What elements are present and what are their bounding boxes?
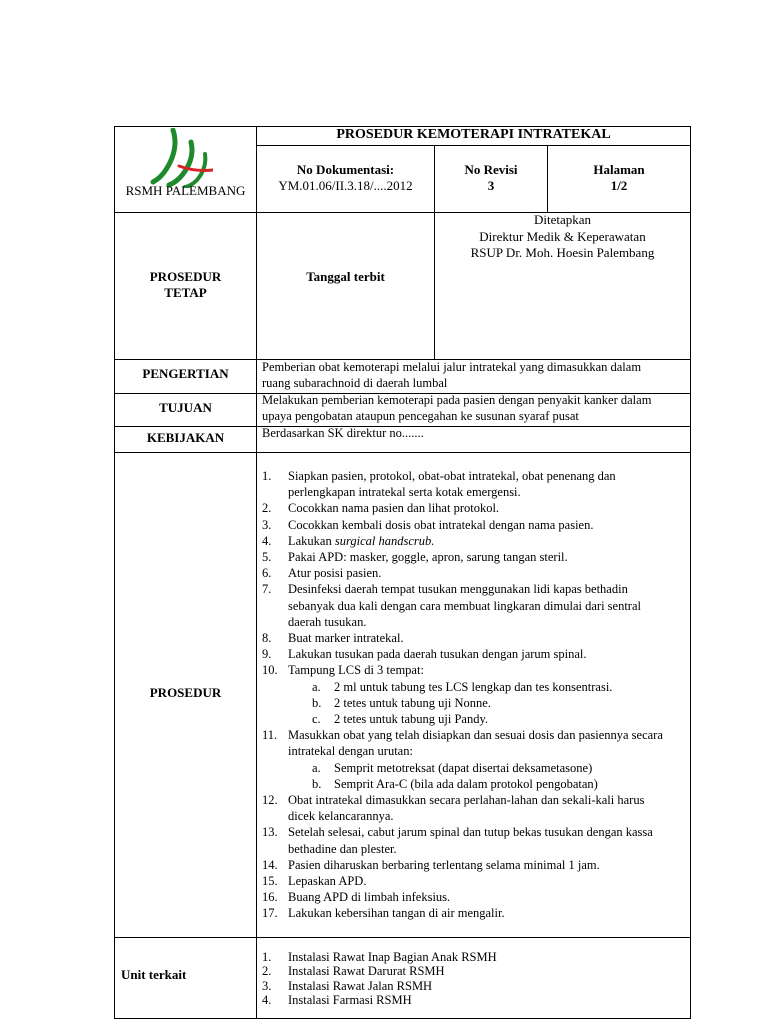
list-item: 4. Instalasi Farmasi RSMH	[262, 992, 412, 1007]
org-name: RSMH PALEMBANG	[125, 183, 246, 198]
approval-line2: Direktur Medik & Keperawatan	[479, 228, 646, 244]
section-label-line2: TETAP	[164, 285, 207, 300]
list-item: 3. Instalasi Rawat Jalan RSMH	[262, 978, 433, 993]
tujuan-label: TUJUAN	[159, 400, 212, 415]
list-subitem: b. 2 tetes untuk tabung uji Nonne.	[312, 695, 491, 710]
prosedur-label: PROSEDUR	[149, 685, 222, 700]
prosedur-steps	[262, 468, 688, 922]
unit-label: Unit terkait	[121, 967, 187, 982]
list-item: 17. Lakukan kebersihan tangan di air mengalir.	[262, 906, 505, 921]
doc-no-label: No Dokumentasi:	[296, 162, 395, 177]
pengertian-line1: Pemberian obat kemoterapi melalui jalur intratekal yang dimasukkan dalam	[262, 360, 642, 374]
unit-list	[262, 950, 688, 1007]
tujuan-text	[262, 392, 688, 424]
list-item: 2. Instalasi Rawat Darurat RSMH	[262, 964, 445, 979]
list-item: 1. Instalasi Rawat Inap Bagian Anak RSMH	[262, 950, 497, 964]
list-item: 7. Desinfeksi daerah tempat tusukan menggunakan lidi kapas bethadin sebanyak dua kali dengan cara membuat lingkaran dimulai dari sentral daerah tusukan.	[262, 582, 641, 629]
list-item: 3. Cocokkan kembali dosis obat intratekal dengan nama pasien.	[262, 517, 594, 532]
approval-line3: RSUP Dr. Moh. Hoesin Palembang	[470, 245, 655, 260]
pengertian-text	[262, 359, 688, 391]
page-label: Halaman	[593, 162, 645, 177]
list-item: 16. Buang APD di limbah infeksius.	[262, 890, 451, 905]
section-label	[114, 269, 257, 301]
list-subitem: b. Semprit Ara-C (bila ada dalam protokol pengobatan)	[312, 776, 598, 791]
pengertian-label: PENGERTIAN	[142, 366, 229, 381]
list-subitem: c. 2 tetes untuk tabung uji Pandy.	[312, 712, 489, 727]
date-label: Tanggal terbit	[306, 269, 385, 284]
approval-line1: Ditetapkan	[533, 212, 592, 227]
tujuan-line1: Melakukan pemberian kemoterapi pada pasien dengan penyakit kanker dalam	[262, 393, 652, 407]
rsmh-logo-icon	[143, 128, 213, 188]
list-item: 11. Masukkan obat yang telah disiapkan dan sesuai dosis dan pasiennya secara intratekal dengan urutan:	[262, 728, 663, 759]
list-item: 15. Lepaskan APD.	[262, 874, 367, 889]
list-subitem: a. 2 ml untuk tabung tes LCS lengkap dan tes konsentrasi.	[312, 679, 613, 694]
tujuan-line2: upaya pengobatan ataupun pencegahan ke susunan syaraf pusat	[262, 409, 579, 423]
doc-no-value: YM.01.06/II.3.18/....2012	[278, 178, 413, 193]
list-item: 4. Lakukan surgical handscrub.	[262, 533, 435, 548]
list-item: 8. Buat marker intratekal.	[262, 631, 404, 646]
list-item: 13. Setelah selesai, cabut jarum spinal dan tutup bekas tusukan dengan kassa bethadine dan plester.	[262, 825, 653, 856]
kebijakan-label: KEBIJAKAN	[146, 430, 225, 445]
revision-value: 3	[487, 178, 495, 193]
list-subitem: a. Semprit metotreksat (dapat disertai deksametasone)	[312, 760, 593, 775]
revision-label: No Revisi	[464, 162, 518, 177]
section-label-line1: PROSEDUR	[149, 269, 222, 284]
list-item: 5. Pakai APD: masker, goggle, apron, sarung tangan steril.	[262, 550, 568, 565]
list-item: 10. Tampung LCS di 3 tempat:	[262, 663, 424, 678]
list-item: 2. Cocokkan nama pasien dan lihat protokol.	[262, 501, 500, 516]
kebijakan-text: Berdasarkan SK direktur no.......	[262, 426, 424, 440]
list-item: 1. Siapkan pasien, protokol, obat-obat intratekal, obat penenang dan perlengkapan intratekal serta kotak emergensi.	[262, 469, 616, 500]
list-item: 9. Lakukan tusukan pada daerah tusukan dengan jarum spinal.	[262, 647, 587, 662]
date-cell	[256, 212, 435, 360]
pengertian-line2: ruang subarachnoid di daerah lumbal	[262, 376, 448, 390]
page-value: 1/2	[610, 178, 628, 193]
list-item: 14. Pasien diharuskan berbaring terlentang selama minimal 1 jam.	[262, 857, 600, 872]
list-item: 12. Obat intratekal dimasukkan secara perlahan-lahan dan sekali-kali harus dicek kelancarannya.	[262, 793, 645, 824]
list-item: 6. Atur posisi pasien.	[262, 566, 382, 581]
approval-text	[434, 212, 691, 262]
page-title: PROSEDUR KEMOTERAPI INTRATEKAL	[336, 127, 611, 142]
